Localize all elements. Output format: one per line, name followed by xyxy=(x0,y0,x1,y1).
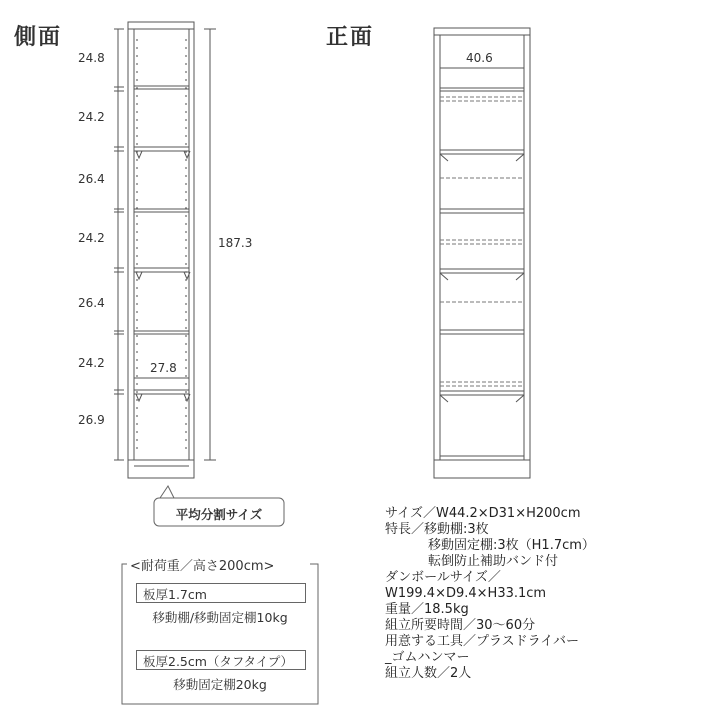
pin-hole xyxy=(185,431,187,433)
pin-hole xyxy=(136,159,138,161)
pin-hole xyxy=(136,279,138,281)
pin-hole xyxy=(136,295,138,297)
pin-hole xyxy=(185,399,187,401)
pin-hole xyxy=(185,239,187,241)
inner-depth-label: 27.8 xyxy=(150,361,177,375)
spec-line: 特長／移動棚:3枚 xyxy=(385,522,489,537)
pin-hole xyxy=(185,255,187,257)
spec-line: 組立人数／2人 xyxy=(385,666,472,681)
pin-hole xyxy=(185,271,187,273)
pin-hole xyxy=(185,143,187,145)
pin-hole xyxy=(136,183,138,185)
pin-hole xyxy=(136,327,138,329)
spacing-label-4: 24.2 xyxy=(78,231,105,245)
pin-hole xyxy=(185,263,187,265)
pin-hole xyxy=(185,439,187,441)
pin-hole xyxy=(136,335,138,337)
pin-hole xyxy=(185,223,187,225)
pin-hole xyxy=(185,311,187,313)
pin-hole xyxy=(185,383,187,385)
pin-hole xyxy=(185,207,187,209)
front-dashed-shelves xyxy=(440,97,524,386)
pin-hole xyxy=(185,191,187,193)
pin-hole xyxy=(136,55,138,57)
pin-hole xyxy=(136,79,138,81)
side-height-dimension xyxy=(114,29,124,460)
front-view xyxy=(434,28,530,478)
pin-hole xyxy=(136,191,138,193)
pin-hole xyxy=(136,95,138,97)
front-view-heading: 正面 xyxy=(326,25,375,50)
pin-hole xyxy=(136,287,138,289)
pin-hole xyxy=(185,303,187,305)
pin-hole xyxy=(185,151,187,153)
pin-hole xyxy=(185,159,187,161)
pin-hole xyxy=(185,415,187,417)
spec-list xyxy=(385,506,595,682)
pin-hole xyxy=(185,175,187,177)
pin-hole xyxy=(136,151,138,153)
pin-hole xyxy=(185,335,187,337)
pin-hole xyxy=(136,431,138,433)
spec-line: _ゴムハンマー xyxy=(385,650,470,665)
pin-hole xyxy=(136,199,138,201)
pin-hole xyxy=(185,47,187,49)
pin-hole xyxy=(185,199,187,201)
spec-line: 組立所要時間／30～60分 xyxy=(385,618,536,633)
spacing-label-6: 24.2 xyxy=(78,356,105,370)
side-shelves xyxy=(134,86,189,394)
pin-hole xyxy=(185,127,187,129)
pin-hole xyxy=(136,231,138,233)
side-view xyxy=(128,22,194,478)
pin-hole xyxy=(185,287,187,289)
spec-line: ダンボールサイズ／ xyxy=(385,570,501,585)
pin-hole xyxy=(136,447,138,449)
pin-hole xyxy=(185,351,187,353)
pin-hole xyxy=(136,375,138,377)
spec-line: 重量／18.5kg xyxy=(385,602,469,617)
side-view-heading: 側面 xyxy=(14,25,63,50)
pin-hole xyxy=(136,111,138,113)
spec-line: サイズ／W44.2×D31×H200cm xyxy=(385,506,581,521)
load-capacity-title: <耐荷重／高さ200cm> xyxy=(127,555,277,574)
pin-hole xyxy=(185,111,187,113)
pin-hole xyxy=(136,255,138,257)
pin-hole xyxy=(185,343,187,345)
pin-hole xyxy=(185,231,187,233)
pin-hole xyxy=(136,143,138,145)
pin-hole xyxy=(136,391,138,393)
total-height-label: 187.3 xyxy=(218,236,253,250)
pin-hole xyxy=(185,327,187,329)
pin-hole xyxy=(185,279,187,281)
spec-line: W199.4×D9.4×H33.1cm xyxy=(385,586,547,601)
pin-hole xyxy=(136,167,138,169)
pin-hole xyxy=(185,95,187,97)
pin-hole xyxy=(185,79,187,81)
pin-hole xyxy=(136,71,138,73)
board-thickness-2: 板厚2.5cm（タフタイプ） xyxy=(136,650,306,670)
pin-hole xyxy=(136,247,138,249)
pin-hole xyxy=(185,87,187,89)
average-division-callout: 平均分割サイズ xyxy=(175,507,263,522)
total-height-dimension xyxy=(204,29,216,460)
pin-hole xyxy=(185,423,187,425)
pin-hole xyxy=(136,367,138,369)
spacing-label-3: 26.4 xyxy=(78,172,105,186)
pin-hole xyxy=(185,63,187,65)
pin-hole xyxy=(136,207,138,209)
pin-hole xyxy=(136,103,138,105)
pin-hole xyxy=(185,375,187,377)
pin-hole xyxy=(185,167,187,169)
pin-hole xyxy=(185,39,187,41)
pin-hole xyxy=(185,359,187,361)
spec-line: 転倒防止補助バンド付 xyxy=(389,554,559,569)
pin-hole xyxy=(136,439,138,441)
pin-hole xyxy=(185,71,187,73)
pin-hole xyxy=(136,87,138,89)
spacing-label-2: 24.2 xyxy=(78,110,105,124)
pin-hole xyxy=(185,55,187,57)
inner-width-label: 40.6 xyxy=(466,51,493,65)
pin-hole xyxy=(136,39,138,41)
pin-hole xyxy=(185,103,187,105)
board-2-capacity: 移動固定棚20kg xyxy=(173,677,267,692)
pin-hole xyxy=(136,63,138,65)
pin-hole xyxy=(136,311,138,313)
pin-hole xyxy=(136,127,138,129)
pin-hole xyxy=(136,343,138,345)
pin-hole xyxy=(185,119,187,121)
pin-hole xyxy=(185,135,187,137)
spec-line: 移動固定棚:3枚（H1.7cm） xyxy=(389,538,595,553)
pin-hole xyxy=(136,303,138,305)
pin-hole xyxy=(185,215,187,217)
pin-hole xyxy=(136,223,138,225)
pin-hole xyxy=(136,215,138,217)
pin-hole xyxy=(185,447,187,449)
pin-hole xyxy=(136,47,138,49)
pin-hole xyxy=(185,407,187,409)
board-1-capacity: 移動棚/移動固定棚10kg xyxy=(152,610,288,625)
pin-hole xyxy=(136,175,138,177)
pin-hole xyxy=(136,359,138,361)
pin-hole xyxy=(185,367,187,369)
pin-hole xyxy=(136,319,138,321)
spacing-label-5: 26.4 xyxy=(78,296,105,310)
pin-hole xyxy=(136,407,138,409)
pin-hole xyxy=(136,263,138,265)
spec-line: 用意する工具／プラスドライバー xyxy=(385,634,579,649)
pin-hole xyxy=(136,399,138,401)
pin-hole xyxy=(136,415,138,417)
pin-hole xyxy=(185,319,187,321)
pin-hole xyxy=(136,383,138,385)
pin-hole xyxy=(185,247,187,249)
board-thickness-1: 板厚1.7cm xyxy=(136,583,306,603)
pin-hole xyxy=(136,271,138,273)
pin-holes xyxy=(136,39,187,449)
pin-hole xyxy=(136,119,138,121)
spacing-label-1: 24.8 xyxy=(78,51,105,65)
pin-hole xyxy=(185,391,187,393)
pin-hole xyxy=(136,351,138,353)
pin-hole xyxy=(185,183,187,185)
spacing-label-7: 26.9 xyxy=(78,413,105,427)
pin-hole xyxy=(136,239,138,241)
pin-hole xyxy=(136,423,138,425)
pin-hole xyxy=(185,295,187,297)
callout-pointer xyxy=(160,486,174,498)
pin-hole xyxy=(136,135,138,137)
